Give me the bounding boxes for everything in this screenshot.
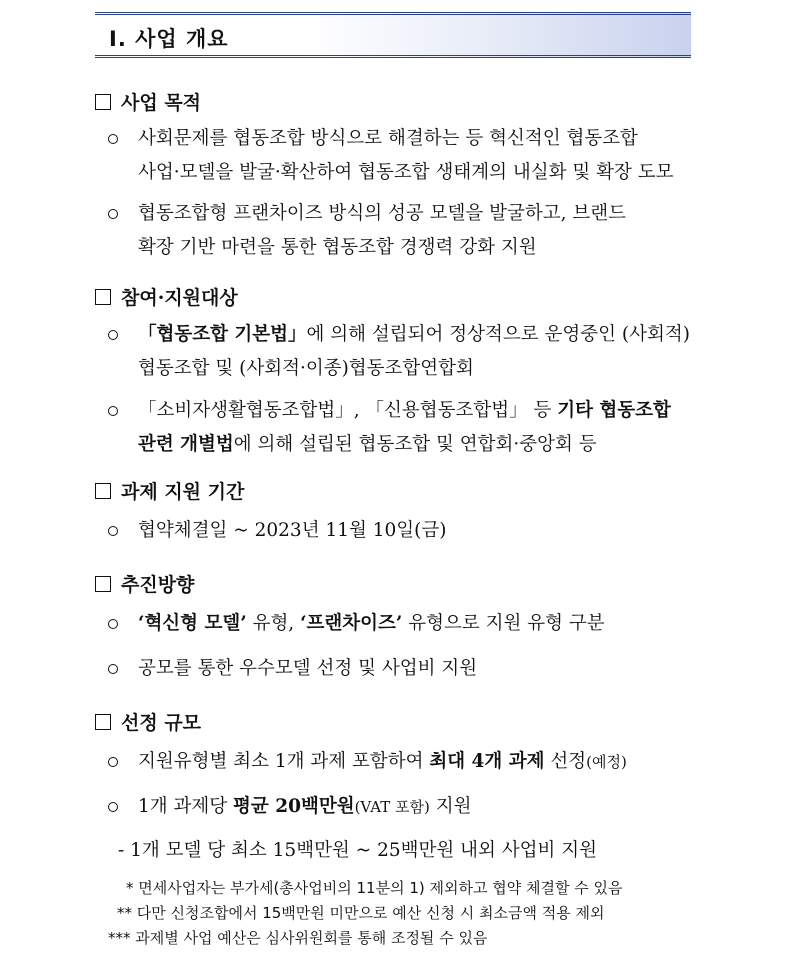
note-text: (VAT 포함) bbox=[354, 798, 430, 816]
heading-eligibility bbox=[95, 283, 238, 310]
bullet-line: 공모를 통한 우수모델 선정 및 사업비 지원 bbox=[138, 658, 478, 679]
bullet-text: 지원 bbox=[429, 796, 472, 817]
bullet-text: 유형, bbox=[246, 613, 301, 634]
bullet-line: 협동조합 및 (사회적·이종)협동조합연합회 bbox=[138, 358, 474, 379]
law-name: 「협동조합 기본법」 bbox=[138, 324, 307, 345]
bullet-text: 에 의해 설립되어 정상적으로 운영중인 (사회적) bbox=[306, 324, 690, 345]
page-title: Ⅰ. 사업 개요 bbox=[109, 27, 229, 51]
bullet-text: 1개 과제당 bbox=[138, 796, 234, 817]
bullet-line bbox=[108, 607, 605, 641]
heading-scale-label: 선정 규모 bbox=[121, 712, 202, 734]
bold-text: 평균 20백만원 bbox=[233, 796, 355, 817]
bullet-line: 사회문제를 협동조합 방식으로 해결하는 등 혁신적인 협동조합 bbox=[138, 128, 638, 149]
bold-text: 최대 4개 과제 bbox=[429, 751, 545, 772]
sub-item-dash: - 1개 모델 당 최소 15백만원 ~ 25백만원 내외 사업비 지원 bbox=[118, 840, 597, 861]
circle-bullet-icon bbox=[108, 802, 118, 812]
circle-bullet-icon bbox=[108, 757, 118, 767]
bullet-line bbox=[108, 428, 671, 462]
bullet-scale-2 bbox=[108, 790, 472, 824]
circle-bullet-icon bbox=[108, 134, 118, 144]
checkbox-square-icon bbox=[95, 94, 111, 110]
bullet-line: 사업·모델을 발굴·확산하여 협동조합 생태계의 내실화 및 확장 도모 bbox=[138, 162, 674, 183]
circle-bullet-icon bbox=[108, 330, 118, 340]
bold-text: ‘프랜차이즈’ bbox=[300, 613, 403, 634]
note-text: (예정) bbox=[586, 753, 627, 771]
footnote-2: ** 다만 신청조합에서 15백만원 미만으로 예산 신청 시 최소금액 적용 제외 bbox=[117, 904, 605, 922]
checkbox-square-icon bbox=[95, 289, 111, 305]
heading-eligibility-label: 참여·지원대상 bbox=[121, 287, 238, 309]
checkbox-square-icon bbox=[95, 576, 111, 592]
heading-scale bbox=[95, 708, 201, 735]
bullet-text: 선정 bbox=[544, 751, 587, 772]
bold-text: 관련 개별법 bbox=[138, 434, 234, 455]
circle-bullet-icon bbox=[108, 406, 118, 416]
bullet-direction-2 bbox=[108, 652, 477, 686]
section-title-bar bbox=[95, 12, 691, 58]
bullet-line: 협동조합형 프랜차이즈 방식의 성공 모델을 발굴하고, 브랜드 bbox=[138, 203, 626, 224]
bullet-text: 지원유형별 최소 1개 과제 포함하여 bbox=[138, 751, 430, 772]
bullet-text: 유형으로 지원 유형 구분 bbox=[402, 613, 605, 634]
heading-direction bbox=[95, 570, 194, 597]
bullet-eligibility-2 bbox=[108, 394, 671, 462]
checkbox-square-icon bbox=[95, 714, 111, 730]
bullet-purpose-1 bbox=[108, 122, 673, 190]
circle-bullet-icon bbox=[108, 526, 118, 536]
bullet-text: 에 의해 설립된 협동조합 및 연합회·중앙회 등 bbox=[233, 434, 597, 455]
heading-direction-label: 추진방향 bbox=[121, 574, 195, 596]
heading-purpose-label: 사업 목적 bbox=[121, 92, 202, 114]
bullet-line: 확장 기반 마련을 통한 협동조합 경쟁력 강화 지원 bbox=[138, 237, 537, 258]
heading-period-label: 과제 지원 기간 bbox=[121, 481, 245, 503]
bullet-line: 협약체결일 ~ 2023년 11월 10일(금) bbox=[138, 520, 447, 541]
circle-bullet-icon bbox=[108, 209, 118, 219]
bullet-scale-1 bbox=[108, 745, 627, 779]
footnote-1: * 면세사업자는 부가세(총사업비의 11분의 1) 제외하고 협약 체결할 수 있음 bbox=[126, 879, 623, 897]
circle-bullet-icon bbox=[108, 619, 118, 629]
bullet-line bbox=[108, 790, 472, 824]
bullet-eligibility-1 bbox=[108, 318, 690, 386]
bold-text: 기타 협동조합 bbox=[557, 400, 671, 421]
checkbox-square-icon bbox=[95, 483, 111, 499]
bold-text: ‘혁신형 모델’ bbox=[138, 613, 247, 634]
bullet-line bbox=[108, 318, 690, 352]
heading-period bbox=[95, 477, 244, 504]
bullet-direction-1 bbox=[108, 607, 605, 641]
bullet-period-1 bbox=[108, 514, 446, 548]
circle-bullet-icon bbox=[108, 664, 118, 674]
bullet-purpose-2 bbox=[108, 197, 626, 265]
bullet-line bbox=[108, 745, 627, 779]
bullet-text: 「소비자생활협동조합법」, 「신용협동조합법」 등 bbox=[138, 400, 558, 421]
bullet-line bbox=[108, 394, 671, 428]
footnote-3: *** 과제별 사업 예산은 심사위원회를 통해 조정될 수 있음 bbox=[108, 929, 488, 947]
heading-purpose bbox=[95, 88, 201, 115]
